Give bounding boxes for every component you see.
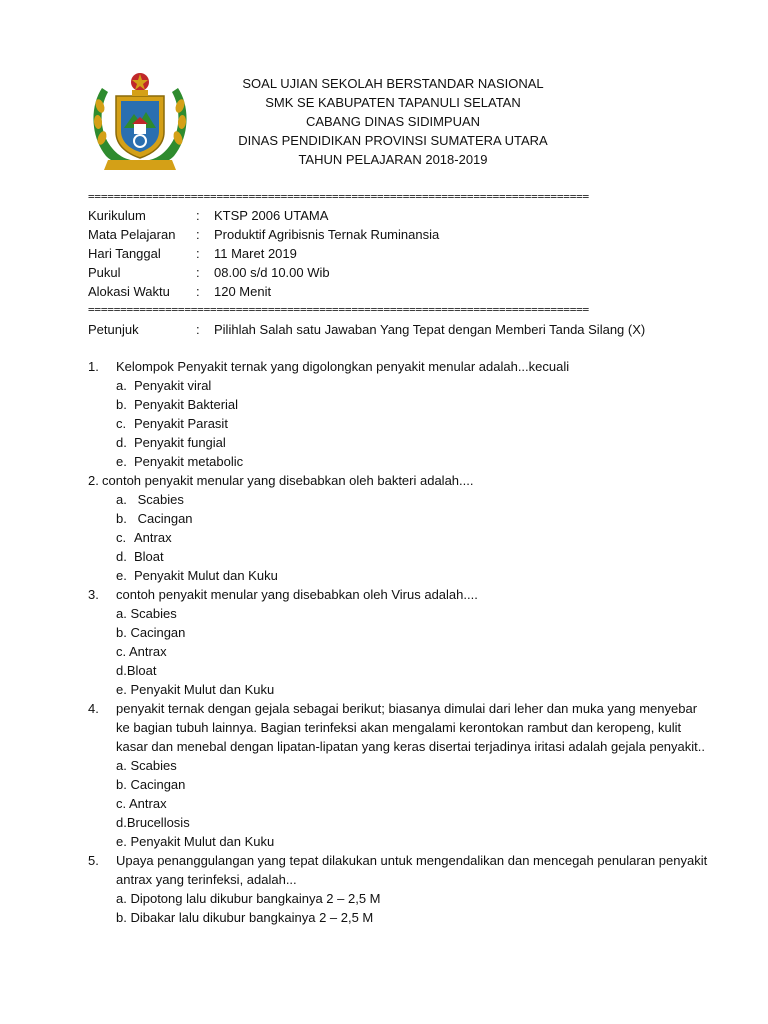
info-value: KTSP 2006 UTAMA [214, 208, 329, 223]
info-label: Kurikulum [88, 208, 146, 223]
question-2-options [88, 490, 708, 585]
question-number: 5. [88, 853, 99, 868]
question-5-options [88, 889, 708, 927]
info-colon: : [196, 246, 200, 261]
option-text: Scabies [134, 492, 184, 507]
header-line: SOAL UJIAN SEKOLAH BERSTANDAR NASIONAL [242, 76, 544, 91]
option-letter: e. [116, 454, 127, 469]
option-a [88, 376, 708, 395]
option-letter: c. [116, 416, 127, 431]
info-row-pukul [88, 263, 708, 282]
instruction-label: Petunjuk [88, 322, 139, 337]
option-c [88, 414, 708, 433]
question-number: 4. [88, 701, 99, 716]
document-header [200, 74, 586, 169]
question-4 [88, 699, 708, 756]
option-d [88, 433, 708, 452]
info-row-hari-tanggal [88, 244, 708, 263]
header-line: SMK SE KABUPATEN TAPANULI SELATAN [265, 95, 521, 110]
option-e [88, 566, 708, 585]
option-letter: d. [116, 549, 127, 564]
question-text: penyakit ternak dengan gejala sebagai berikut; biasanya dimulai dari leher dan muka yang menyebar ke bagian tubuh lainnya. Bagian terinfeksi akan mengalami kerontokan rambut dan keropeng, kulit kasar dan menebal dengan lipatan-lipatan yang keras disertai terjadinya iritasi adalah gejala penyakit.. [116, 701, 705, 754]
header-line: CABANG DINAS SIDIMPUAN [305, 114, 481, 129]
question-1 [88, 357, 708, 376]
option-text: Cacingan [134, 511, 193, 526]
option-text: Antrax [134, 530, 172, 545]
instruction-text: Pilihlah Salah satu Jawaban Yang Tepat dengan Memberi Tanda Silang (X) [214, 322, 646, 337]
option-text: Penyakit fungial [134, 435, 226, 450]
info-label: Hari Tanggal [88, 246, 161, 261]
info-value: 08.00 s/d 10.00 Wib [214, 265, 330, 280]
option-text: Penyakit Mulut dan Kuku [134, 568, 278, 583]
info-colon: : [196, 208, 200, 223]
option-a: a. Scabies [116, 758, 177, 773]
question-text: contoh penyakit menular yang disebabkan oleh bakteri adalah.... [102, 473, 474, 488]
option-c: c. Antrax [116, 644, 167, 659]
info-row-kurikulum [88, 206, 708, 225]
question-3-options [88, 604, 708, 699]
info-colon: : [196, 284, 200, 299]
question-number: 1. [88, 359, 99, 374]
option-letter: c. [116, 530, 127, 545]
option-e: e. Penyakit Mulut dan Kuku [116, 682, 275, 697]
info-value: 120 Menit [214, 284, 272, 299]
option-b: b. Dibakar lalu dikubur bangkainya 2 – 2,5 M [116, 910, 374, 925]
question-number: 2. [88, 473, 99, 488]
option-c [88, 528, 708, 547]
exam-info [88, 206, 708, 301]
option-a: a. Scabies [116, 606, 177, 621]
option-c: c. Antrax [116, 796, 167, 811]
question-4-options [88, 756, 708, 851]
option-letter: d. [116, 435, 127, 450]
info-row-alokasi-waktu [88, 282, 708, 301]
header-line: TAHUN PELAJARAN 2018-2019 [298, 152, 488, 167]
question-text: Kelompok Penyakit ternak yang digolongkan penyakit menular adalah...kecuali [116, 359, 570, 374]
provincial-emblem-icon [88, 66, 192, 174]
info-label: Mata Pelajaran [88, 227, 176, 242]
option-a [88, 490, 708, 509]
instruction-row [88, 320, 708, 339]
option-text: Penyakit Parasit [134, 416, 228, 431]
instruction-colon: : [196, 322, 200, 337]
option-text: Penyakit viral [134, 378, 212, 393]
option-letter: a. [116, 378, 127, 393]
question-number: 3. [88, 587, 99, 602]
question-2 [88, 471, 708, 490]
separator-top: ============================================================================== [88, 191, 589, 203]
option-d: d.Bloat [116, 663, 157, 678]
option-b [88, 395, 708, 414]
info-value: Produktif Agribisnis Ternak Ruminansia [214, 227, 440, 242]
info-value: 11 Maret 2019 [214, 246, 297, 261]
info-row-mata-pelajaran [88, 225, 708, 244]
option-d [88, 547, 708, 566]
option-text: Penyakit metabolic [134, 454, 244, 469]
question-5 [88, 851, 708, 889]
option-letter: b. [116, 511, 127, 526]
option-letter: a. [116, 492, 127, 507]
option-a: a. Dipotong lalu dikubur bangkainya 2 – 2,5 M [116, 891, 381, 906]
option-b: b. Cacingan [116, 777, 186, 792]
header-line: DINAS PENDIDIKAN PROVINSI SUMATERA UTARA [238, 133, 548, 148]
option-text: Penyakit Bakterial [134, 397, 239, 412]
question-text: Upaya penanggulangan yang tepat dilakukan untuk mengendalikan dan mencegah penularan penyakit antrax yang terinfeksi, adalah... [116, 853, 708, 887]
option-e [88, 452, 708, 471]
question-text: contoh penyakit menular yang disebabkan oleh Virus adalah.... [116, 587, 478, 602]
separator-bottom: ============================================================================== [88, 304, 589, 316]
option-letter: e. [116, 568, 127, 583]
info-label: Alokasi Waktu [88, 284, 170, 299]
info-colon: : [196, 227, 200, 242]
option-text: Bloat [134, 549, 164, 564]
question-1-options [88, 376, 708, 471]
question-3 [88, 585, 708, 604]
question-list [88, 357, 708, 927]
option-e: e. Penyakit Mulut dan Kuku [116, 834, 275, 849]
option-b [88, 509, 708, 528]
option-letter: b. [116, 397, 127, 412]
info-label: Pukul [88, 265, 121, 280]
option-b: b. Cacingan [116, 625, 186, 640]
info-colon: : [196, 265, 200, 280]
option-d: d.Brucellosis [116, 815, 190, 830]
